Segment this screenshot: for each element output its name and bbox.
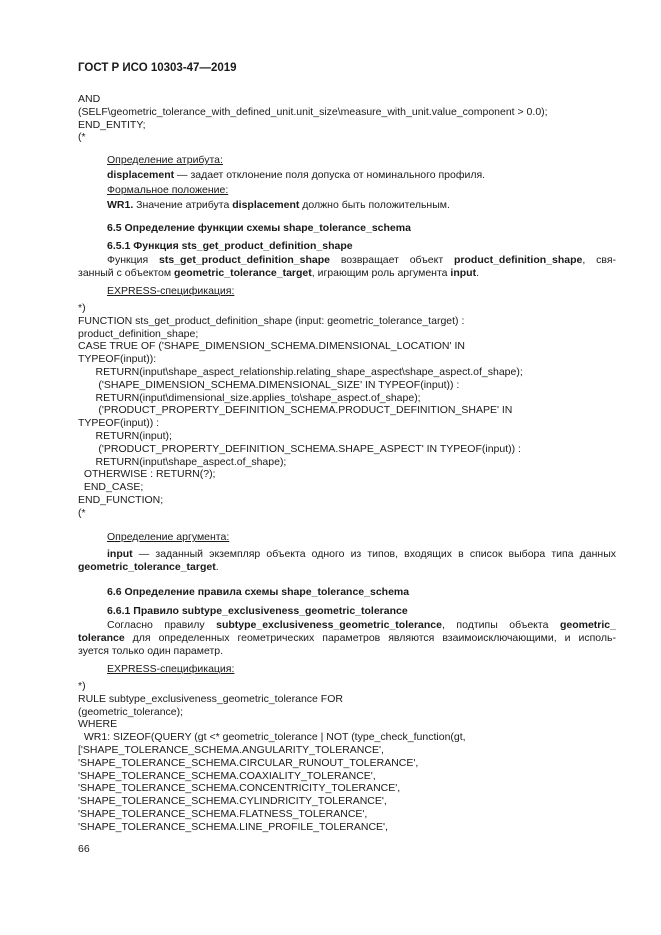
code-line: ('PRODUCT_PROPERTY_DEFINITION_SCHEMA.PRODUCT_DEFINITION_SHAPE' IN — [78, 404, 513, 417]
formal-title: Формальное положение: — [107, 184, 229, 196]
wr-text: Значение атрибута — [133, 199, 233, 211]
arg-term: input — [107, 548, 133, 560]
code-line: 'SHAPE_TOLERANCE_SCHEMA.LINE_PROFILE_TOLERANCE', — [78, 820, 388, 833]
code-line: END_ENTITY; — [78, 118, 146, 131]
attr-text: — задает отклонение поля допуска от номинального профиля. — [174, 169, 486, 181]
code-line: *) — [78, 302, 86, 314]
subsection-heading: 6.5.1 Функция sts_get_product_definition_shape — [107, 240, 353, 252]
paragraph-text: Функция — [107, 254, 160, 266]
paragraph-text: , играющим роль аргумента — [311, 267, 451, 279]
paragraph-text: занный с объектом — [78, 267, 175, 279]
entity-name: geometric_tolerance_target — [174, 267, 312, 279]
express-spec-title: EXPRESS-спецификация: — [107, 285, 235, 297]
code-line: AND — [78, 93, 101, 105]
express-spec-title: EXPRESS-спецификация: — [107, 663, 235, 675]
entity-name: product_definition_shape — [454, 254, 583, 266]
wr-text-tail: должно быть положительным. — [299, 199, 450, 211]
code-line: END_FUNCTION; — [78, 493, 164, 506]
wr-label: WR1. — [107, 199, 134, 211]
code-line: CASE TRUE OF ('SHAPE_DIMENSION_SCHEMA.DIMENSIONAL_LOCATION' IN — [78, 340, 465, 353]
code-line: 'SHAPE_TOLERANCE_SCHEMA.CIRCULAR_RUNOUT_TOLERANCE', — [78, 756, 419, 769]
top-code-block — [78, 93, 616, 144]
code-line: 'SHAPE_TOLERANCE_SCHEMA.COAXIALITY_TOLERANCE', — [78, 769, 376, 782]
code-line: product_definition_shape; — [78, 327, 199, 340]
attribute-definition — [78, 154, 616, 214]
arg-tail: . — [215, 561, 219, 573]
code-line: END_CASE; — [78, 481, 144, 494]
code-line: 'SHAPE_TOLERANCE_SCHEMA.CONCENTRICITY_TOLERANCE', — [78, 782, 401, 795]
code-line: TYPEOF(input)): — [78, 353, 157, 366]
entity-name: tolerance — [78, 632, 125, 644]
page-header: ГОСТ Р ИСО 10303-47—2019 — [78, 62, 237, 74]
code-line: WHERE — [78, 718, 118, 731]
function-name: sts_get_product_definition_shape — [159, 254, 330, 266]
code-line: OTHERWISE : RETURN(?); — [78, 468, 216, 481]
paragraph-text: зуется только один параметр. — [78, 645, 224, 657]
argument-definition — [78, 531, 616, 574]
wr-term: displacement — [232, 199, 300, 211]
code-line: ['SHAPE_TOLERANCE_SCHEMA.ANGULARITY_TOLERANCE', — [78, 743, 384, 756]
code-line: RULE subtype_exclusiveness_geometric_tolerance FOR — [78, 692, 343, 705]
paragraph-text: . — [476, 267, 479, 279]
attr-def-title: Определение атрибута: — [107, 154, 223, 166]
code-line: TYPEOF(input)) : — [78, 417, 160, 430]
code-line: 'SHAPE_TOLERANCE_SCHEMA.CYLINDRICITY_TOLERANCE', — [78, 795, 387, 808]
section-6-5 — [78, 222, 616, 298]
rule-name: subtype_exclusiveness_geometric_tolerance — [216, 619, 442, 631]
code-line: WR1: SIZEOF(QUERY (gt <* geometric_tolerance | NOT (type_check_function(gt, — [78, 731, 466, 744]
code-line: RETURN(input\shape_aspect_relationship.relating_shape_aspect\shape_aspect.of_shape); — [78, 365, 523, 378]
code-line: RETURN(input\dimensional_size.applies_to\shape_aspect.of_shape); — [78, 391, 421, 404]
subsection-heading: 6.6.1 Правило subtype_exclusiveness_geometric_tolerance — [107, 605, 408, 617]
arg-type-name: geometric_tolerance_target — [78, 561, 216, 573]
entity-name: geometric_ — [559, 619, 616, 631]
argument-name: input — [450, 267, 477, 279]
section-heading: 6.6 Определение правила схемы shape_tolerance_schema — [107, 586, 410, 598]
code-line: ('SHAPE_DIMENSION_SCHEMA.DIMENSIONAL_SIZE' IN TYPEOF(input)) : — [78, 378, 460, 391]
paragraph-text: возвращает объект — [330, 254, 454, 266]
code-line: (* — [78, 506, 86, 519]
rule-code-block — [78, 680, 616, 834]
page-number: 66 — [78, 843, 90, 855]
arg-def-title: Определение аргумента: — [107, 531, 230, 543]
code-line: *) — [78, 680, 86, 692]
code-line: (* — [78, 131, 86, 144]
paragraph-text: , свя- — [582, 254, 616, 266]
attr-term: displacement — [107, 169, 175, 181]
code-line: FUNCTION sts_get_product_definition_shape (input: geometric_tolerance_target) : — [78, 314, 465, 327]
paragraph-text: Согласно правилу — [107, 619, 217, 631]
section-6-6 — [78, 586, 616, 676]
function-code-block — [78, 302, 616, 520]
paragraph-text: , подтипы объекта — [441, 619, 560, 631]
arg-text: — заданный экземпляр объекта одного из типов, входящих в список выбора типа данных — [132, 548, 616, 560]
paragraph-text: для определенных геометрических параметров являются взаимоисключающими, и исполь- — [124, 632, 616, 644]
code-line: RETURN(input\shape_aspect.of_shape); — [78, 455, 287, 468]
code-line: 'SHAPE_TOLERANCE_SCHEMA.FLATNESS_TOLERANCE', — [78, 807, 368, 820]
code-line: (SELF\geometric_tolerance_with_defined_unit.unit_size\measure_with_unit.value_component > 0.0); — [78, 105, 548, 118]
code-line: (geometric_tolerance); — [78, 705, 184, 718]
section-heading: 6.5 Определение функции схемы shape_tolerance_schema — [107, 222, 411, 234]
code-line: RETURN(input); — [78, 429, 172, 442]
code-line: ('PRODUCT_PROPERTY_DEFINITION_SCHEMA.SHAPE_ASPECT' IN TYPEOF(input)) : — [78, 442, 521, 455]
